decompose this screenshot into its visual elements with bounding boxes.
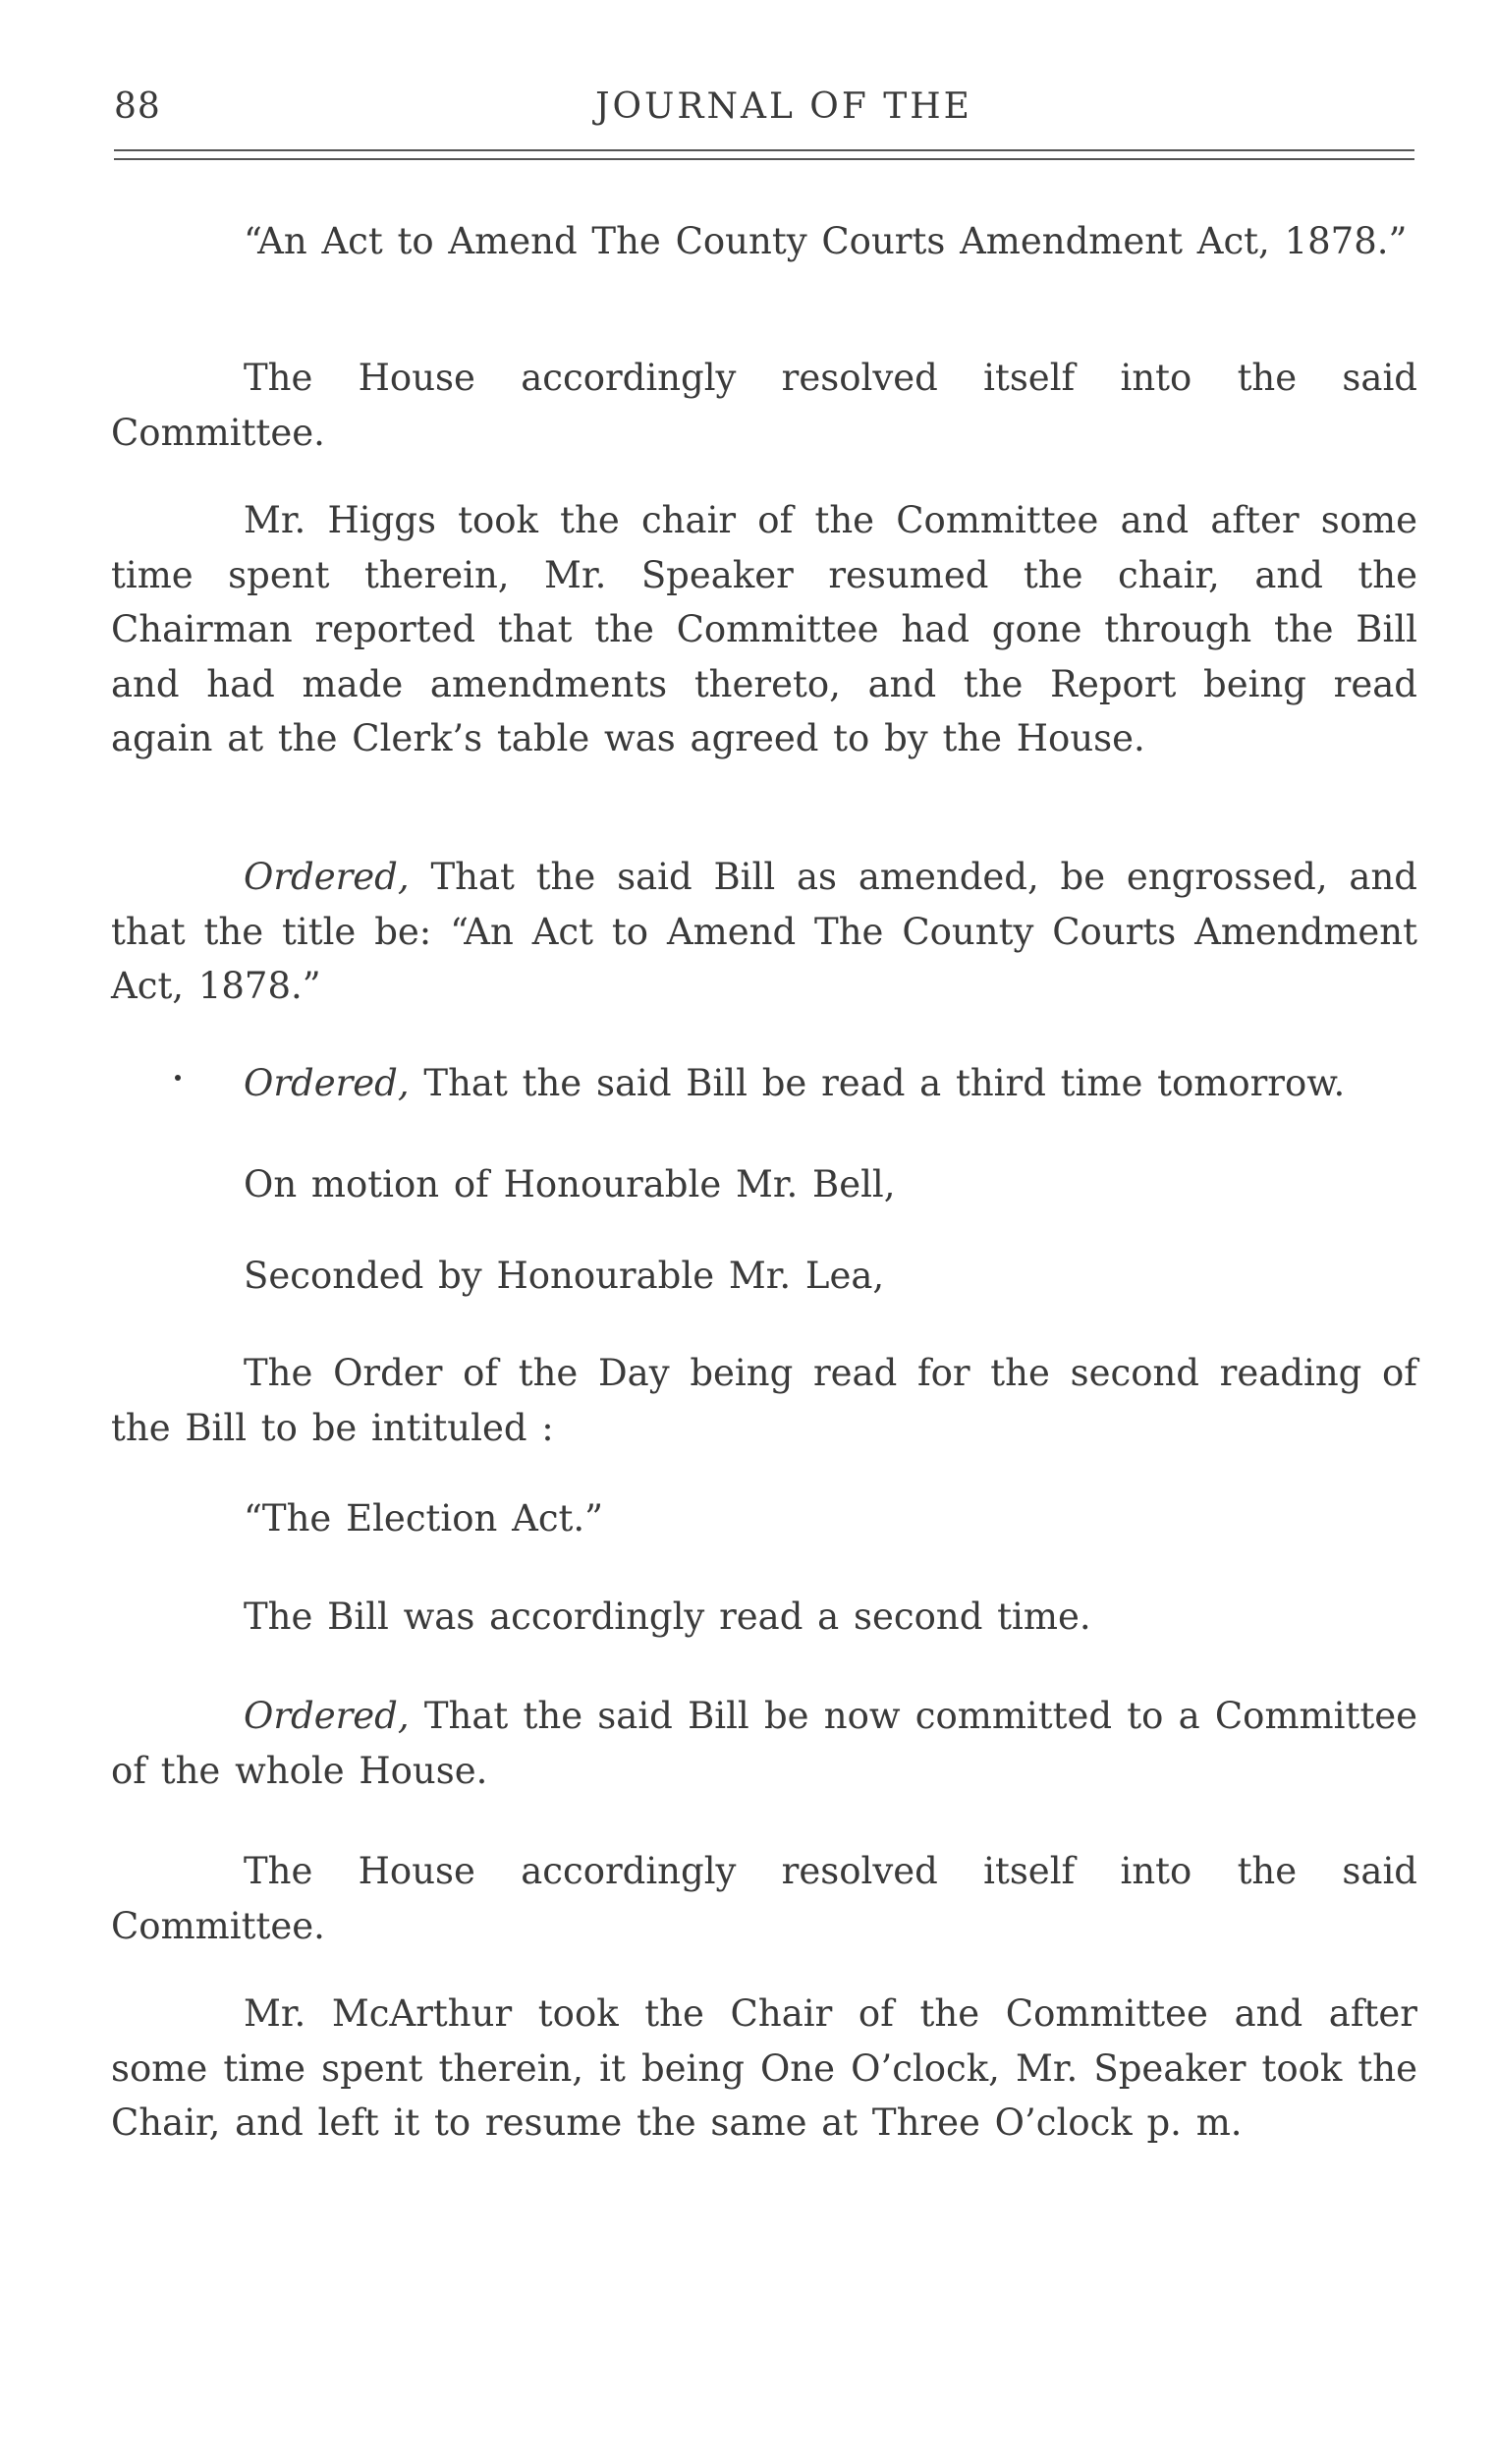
paragraph-text: That the said Bill be now committed to a Committee of the whole House. [111,1695,1417,1792]
paragraph-act-title [111,214,1417,269]
paragraph-text: That the said Bill as amended, be engrossed, and that the title be: “An Act to Amend The County Courts Amendment Act, 1878.” [111,856,1417,1007]
paragraph-text: On motion of Honourable Mr. Bell, [244,1163,896,1205]
ordered-label: Ordered, [244,856,410,898]
page-number: 88 [114,86,161,127]
paragraph-text: That the said Bill be read a third time tomorrow. [409,1062,1346,1104]
paragraph-election-act [244,1491,1417,1546]
paragraph-ordered-engrossed [111,850,1417,1014]
paragraph-ordered-third-reading [244,1056,1417,1111]
ordered-label: Ordered, [244,1695,410,1737]
stray-mark [175,1075,181,1081]
paragraph-motion [244,1157,1417,1212]
page-header [114,86,1414,136]
paragraph-higgs-report [111,493,1417,766]
paragraph-text: The Order of the Day being read for the second reading of the Bill to be intituled : [111,1352,1417,1449]
paragraph-resolved-committee [111,351,1417,460]
paragraph-text: The Bill was accordingly read a second time. [244,1596,1091,1638]
paragraph-text: Mr. Higgs took the chair of the Committee and after some time spent therein, Mr. Speaker resumed the chair, and the Chairman reported that the Committee had gone through the Bill and had made amendments thereto, and the Report being read again at the Clerk’s table was agreed to by the House. [111,499,1417,759]
paragraph-text: “An Act to Amend The County Courts Amendment Act, 1878.” [244,220,1408,262]
paragraph-text: The House accordingly resolved itself into the said Committee. [111,357,1417,454]
paragraph-order-of-day [111,1346,1417,1455]
paragraph-resolved-committee-2 [111,1844,1417,1953]
paragraph-text: Mr. McArthur took the Chair of the Committee and after some time spent therein, it being One O’clock, Mr. Speaker took the Chair, and left it to resume the same at Three O’clock p. m. [111,1992,1417,2144]
header-rule-bottom [114,158,1414,160]
paragraph-second-reading [244,1590,1417,1645]
running-title: JOURNAL OF THE [595,86,972,127]
paragraph-text: “The Election Act.” [244,1497,604,1540]
paragraph-mcarthur-chair [111,1987,1417,2151]
paragraph-seconded [244,1249,1417,1304]
paragraph-text: The House accordingly resolved itself into the said Committee. [111,1850,1417,1947]
paragraph-text: Seconded by Honourable Mr. Lea, [244,1255,885,1297]
paragraph-ordered-committed [111,1689,1417,1798]
ordered-label: Ordered, [244,1062,410,1104]
header-rule-top [114,149,1414,151]
